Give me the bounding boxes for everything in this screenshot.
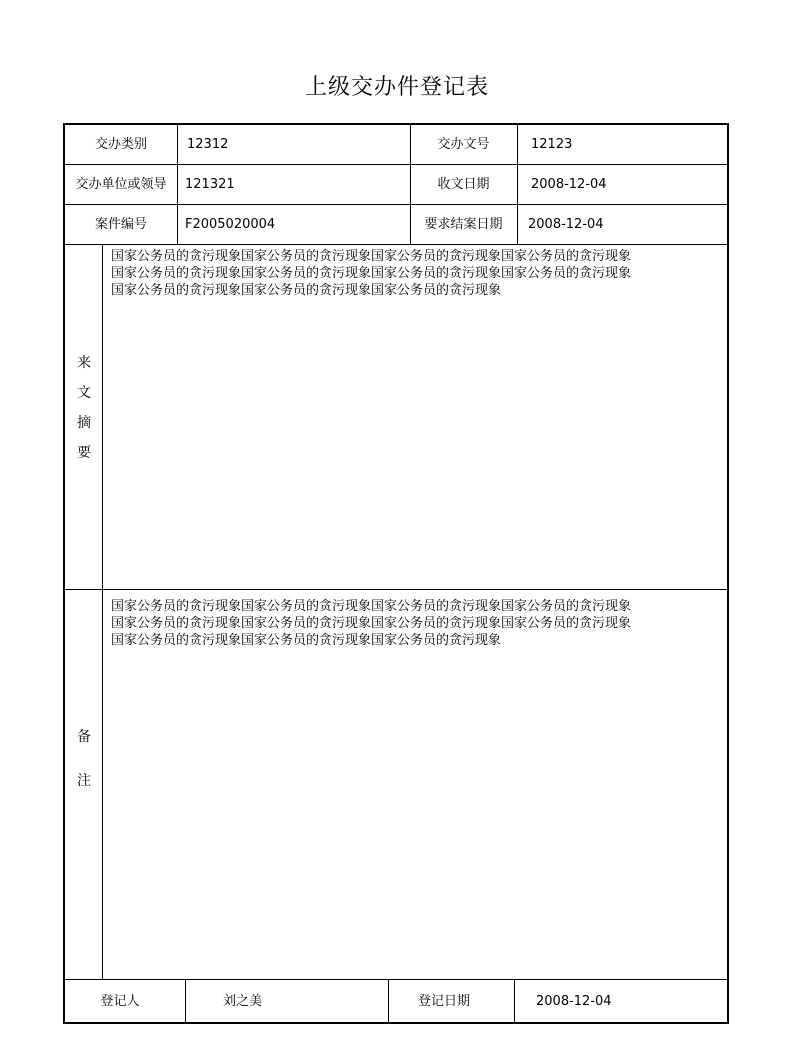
- received-date-label: 收文日期: [437, 177, 490, 192]
- document-number-value: 12123: [531, 137, 573, 152]
- row-divider: [65, 204, 727, 205]
- summary-text: 国家公务员的贪污现象国家公务员的贪污现象国家公务员的贪污现象国家公务员的贪污现象 国家公务员的贪污现象国家公务员的贪污现象国家公务员的贪污现象国家公务员的贪污现象 国家公务员的贪污现象国家公务员的贪污现象国家公务员的贪污现象: [111, 249, 632, 298]
- row-divider: [65, 164, 727, 165]
- assigning-unit-value: 121321: [185, 177, 235, 192]
- section-divider: [65, 979, 727, 980]
- column-divider: [185, 979, 186, 1024]
- row-divider: [65, 244, 727, 245]
- column-divider: [177, 125, 178, 244]
- column-divider: [514, 979, 515, 1024]
- received-date-value: 2008-12-04: [531, 177, 607, 192]
- registration-form: [63, 123, 729, 1024]
- category-label: 交办类别: [94, 137, 147, 152]
- case-number-value: F2005020004: [185, 217, 276, 232]
- registration-date-value: 2008-12-04: [536, 994, 612, 1009]
- assigning-unit-label: 交办单位或领导: [75, 177, 167, 192]
- section-divider: [65, 589, 727, 590]
- registrant-value: 刘之美: [223, 994, 263, 1009]
- column-divider: [517, 125, 518, 244]
- category-value: 12312: [187, 137, 229, 152]
- document-title: 上级交办件登记表: [304, 75, 489, 100]
- registration-date-label: 登记日期: [417, 994, 470, 1009]
- remarks-text: 国家公务员的贪污现象国家公务员的贪污现象国家公务员的贪污现象国家公务员的贪污现象 国家公务员的贪污现象国家公务员的贪污现象国家公务员的贪污现象国家公务员的贪污现象 国家公务员的贪污现象国家公务员的贪污现象国家公务员的贪污现象: [111, 599, 632, 648]
- document-number-label: 交办文号: [437, 137, 490, 152]
- due-date-label: 要求结案日期: [424, 217, 503, 232]
- remarks-label: 备 注: [77, 729, 91, 789]
- case-number-label: 案件编号: [94, 217, 147, 232]
- summary-label: 来 文 摘 要: [77, 355, 91, 461]
- registrant-label: 登记人: [100, 994, 140, 1009]
- due-date-value: 2008-12-04: [528, 217, 604, 232]
